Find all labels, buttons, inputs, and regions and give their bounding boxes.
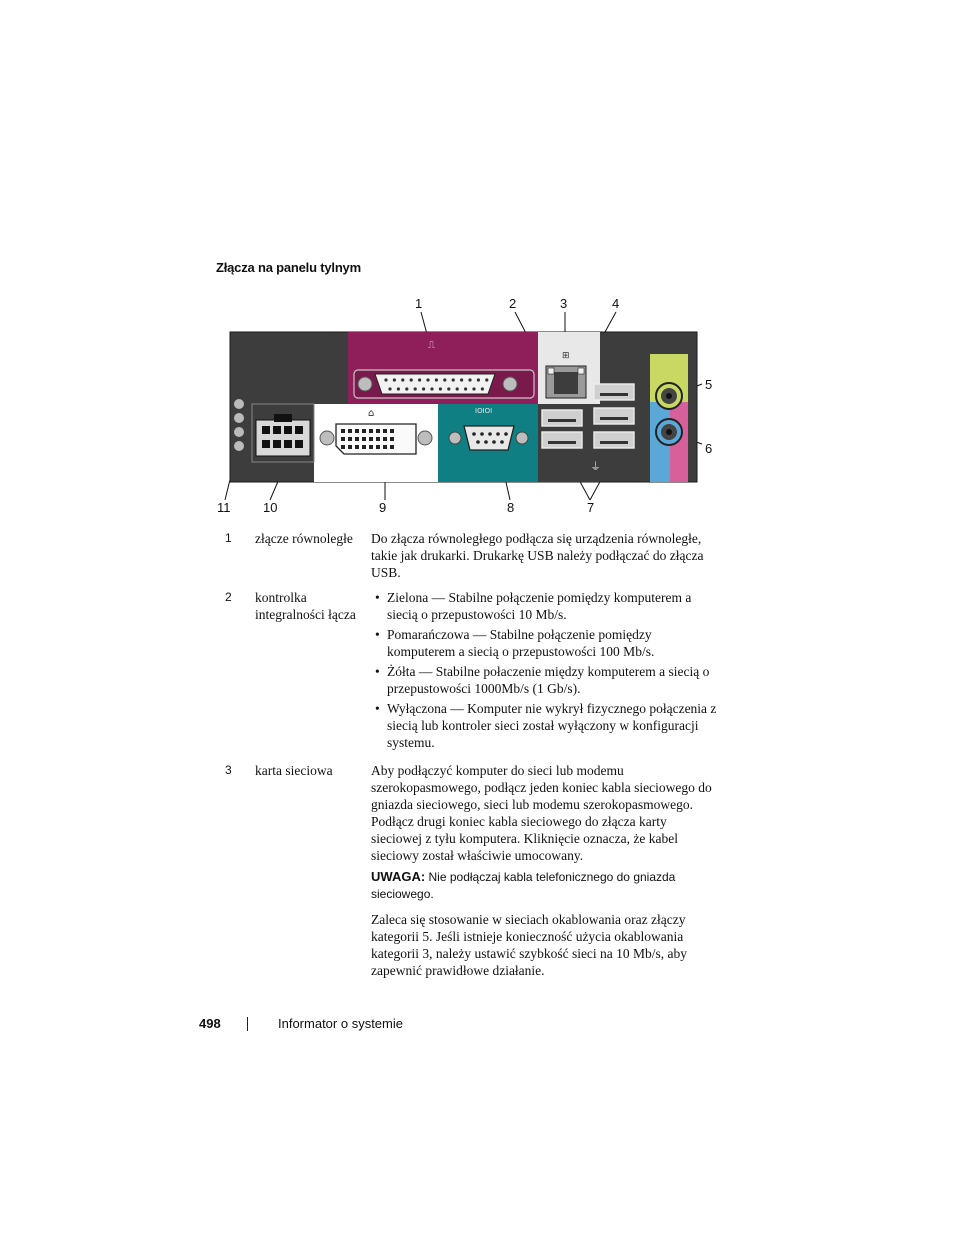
note-text: Nie podłączaj kabla telefonicznego do gniazda sieciowego.	[371, 870, 676, 901]
svg-text:⏚: ⏚	[590, 460, 601, 473]
legend-term: karta sieciowa	[255, 763, 333, 778]
list-item: • Zielona — Stabilne połączenie pomiędzy komputerem a siecią o przepustowości 10 Mb/s.	[371, 589, 718, 623]
callout-1: 1	[415, 296, 423, 311]
legend-row	[216, 530, 718, 589]
note-label: UWAGA:	[371, 869, 426, 884]
legend-number: 3	[225, 763, 232, 777]
legend-row	[216, 762, 718, 987]
legend-description: Do złącza równoległego podłącza się urządzenia równoległe, takie jak drukarki. Drukarkę USB należy podłączać do złącza USB.	[371, 531, 704, 580]
svg-text:⎍: ⎍	[428, 340, 435, 351]
legend-term: kontrolka integralności łącza	[255, 590, 356, 622]
status-list	[371, 589, 718, 751]
legend-number: 1	[225, 531, 232, 545]
callout-8: 8	[507, 500, 515, 515]
callout-11: 11	[217, 500, 231, 515]
list-item: • Pomarańczowa — Stabilne połączenie pomiędzy komputerem a siecią o przepustowości 100 Mb/s.	[371, 626, 718, 660]
legend-term: złącze równoległe	[255, 531, 353, 546]
footer-title: Informator o systemie	[278, 1016, 403, 1031]
list-item: • Wyłączona — Komputer nie wykrył fizycznego połączenia z siecią lub kontroler sieci został wyłączony w konfiguracji systemu.	[371, 700, 718, 751]
svg-text:⊞: ⊞	[562, 351, 570, 361]
callout-7: 7	[587, 500, 595, 515]
legend-description	[371, 762, 718, 987]
legend-table	[216, 530, 718, 987]
callout-3: 3	[560, 296, 568, 311]
callout-2: 2	[509, 296, 517, 311]
callout-6: 6	[705, 441, 713, 456]
footer-divider	[247, 1017, 248, 1031]
section-heading: Złącza na panelu tylnym	[216, 260, 361, 275]
description-text-2: Zaleca się stosowanie w sieciach okablowania oraz złączy kategorii 5. Jeśli istnieje konieczność użycia okablowania kategorii 3, należy ustawić szybkość sieci na 10 Mb/s, aby zapewnić prawidłowe działanie.	[371, 912, 688, 978]
back-panel-illustration	[210, 292, 720, 522]
callout-9: 9	[379, 500, 387, 515]
description-text: Aby podłączyć komputer do sieci lub modemu szerokopasmowego, podłącz jeden koniec kabla sieciowego do gniazda sieciowego, sieci lub modemu szerokopasmowego. Podłącz drugi koniec kabla sieciowego do złącza karty sieciowej z tyłu komputera. Kliknięcie oznacza, że kabel sieciowy został właściwie umocowany.	[371, 763, 712, 863]
legend-description	[371, 589, 718, 762]
serial-label: IOIOI	[475, 407, 493, 415]
callout-10: 10	[263, 500, 278, 515]
svg-text:⌂: ⌂	[368, 408, 375, 419]
callout-4: 4	[612, 296, 620, 311]
page-number: 498	[199, 1016, 221, 1031]
list-item: • Żółta — Stabilne połaczenie między komputerem a siecią o przepustowości 1000Mb/s (1 Gb/s).	[371, 663, 718, 697]
back-panel-figure	[210, 292, 720, 522]
callout-5: 5	[705, 377, 713, 392]
legend-row	[216, 589, 718, 762]
note-box	[371, 868, 718, 903]
legend-number: 2	[225, 590, 232, 604]
